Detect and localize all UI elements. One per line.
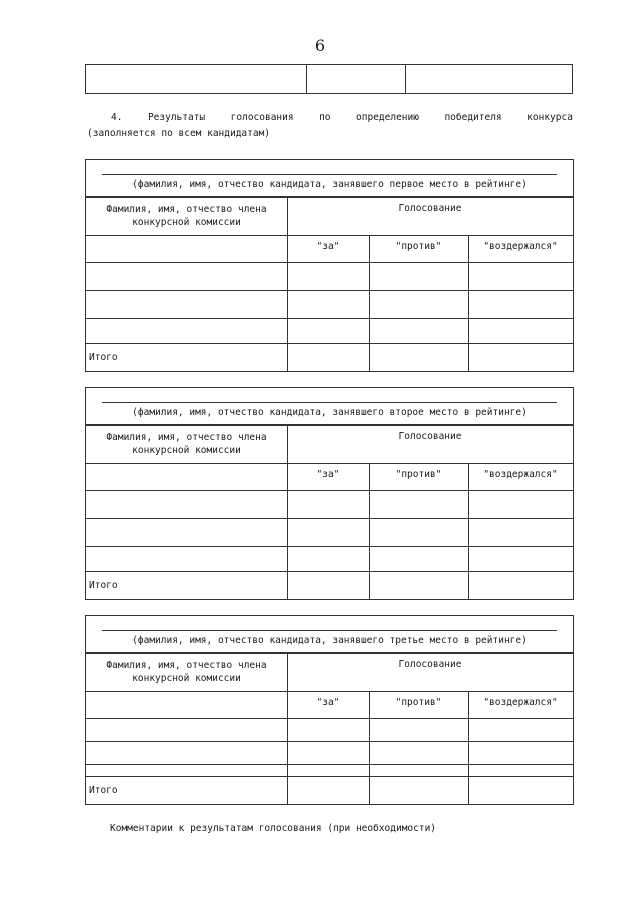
row-line — [86, 518, 573, 519]
column-for: "за" — [316, 469, 340, 480]
row-line — [86, 776, 573, 777]
total-label: Итого — [89, 580, 118, 591]
row-line — [86, 546, 573, 547]
comments-label: Комментарии к результатам голосования (при необходимости) — [110, 823, 437, 834]
row-line — [86, 343, 573, 344]
heading-word: определению — [356, 112, 419, 123]
column-divider — [468, 235, 469, 371]
total-label: Итого — [89, 352, 118, 363]
heading-word: по — [319, 112, 331, 123]
candidate-caption-cell — [86, 616, 573, 653]
voting-table — [85, 159, 574, 372]
heading-word: голосования — [230, 112, 294, 123]
column-divider — [287, 425, 288, 599]
row-line — [86, 764, 573, 765]
voting-header: Голосование — [398, 431, 462, 442]
row-line — [86, 197, 573, 198]
candidate-caption: (фамилия, имя, отчество кандидата, занявшего первое место в рейтинге) — [132, 179, 527, 190]
column-divider — [287, 653, 288, 804]
continued-table — [85, 64, 573, 94]
candidate-caption-cell — [86, 160, 573, 197]
voting-header-split — [287, 463, 573, 464]
row-line — [86, 653, 573, 654]
member-column-header: Фамилия, имя, отчество члена — [106, 204, 267, 215]
column-for: "за" — [316, 697, 340, 708]
row-line — [86, 262, 573, 263]
row-line — [86, 741, 573, 742]
row-line — [86, 318, 573, 319]
member-column-header: конкурсной комиссии — [132, 673, 241, 684]
row-line — [86, 290, 573, 291]
member-column-header: конкурсной комиссии — [132, 445, 241, 456]
section-heading — [87, 110, 573, 142]
voting-table — [85, 615, 574, 805]
table-divider — [306, 65, 307, 93]
voting-header-split — [287, 691, 573, 692]
page-number: 6 — [314, 36, 326, 55]
voting-header: Голосование — [398, 203, 462, 214]
member-column-header: конкурсной комиссии — [132, 217, 241, 228]
row-line — [86, 718, 573, 719]
heading-word: Результаты — [147, 112, 206, 123]
heading-word: победителя — [444, 112, 502, 123]
candidate-name-line — [102, 402, 557, 403]
column-for: "за" — [316, 241, 340, 252]
table-divider — [405, 65, 406, 93]
column-divider — [468, 463, 469, 599]
voting-header: Голосование — [398, 659, 462, 670]
heading-word: конкурса — [527, 112, 573, 123]
section-heading-line1 — [87, 110, 573, 126]
member-column-header: Фамилия, имя, отчество члена — [106, 660, 267, 671]
row-line — [86, 571, 573, 572]
candidate-caption-cell — [86, 388, 573, 425]
candidate-name-line — [102, 174, 557, 175]
column-abstain: "воздержался" — [483, 241, 558, 252]
column-abstain: "воздержался" — [483, 469, 558, 480]
column-against: "против" — [395, 469, 442, 480]
voting-header-split — [287, 235, 573, 236]
candidate-caption: (фамилия, имя, отчество кандидата, занявшего третье место в рейтинге) — [132, 635, 527, 646]
total-label: Итого — [89, 785, 118, 796]
column-divider — [369, 463, 370, 599]
column-against: "против" — [395, 697, 442, 708]
voting-table — [85, 387, 574, 600]
column-abstain: "воздержался" — [483, 697, 558, 708]
column-against: "против" — [395, 241, 442, 252]
member-column-header: Фамилия, имя, отчество члена — [106, 432, 267, 443]
section-number: 4. — [111, 112, 123, 123]
column-divider — [369, 235, 370, 371]
candidate-name-line — [102, 630, 557, 631]
section-heading-line2: (заполняется по всем кандидатам) — [87, 128, 271, 139]
column-divider — [287, 197, 288, 371]
row-line — [86, 490, 573, 491]
row-line — [86, 425, 573, 426]
candidate-caption: (фамилия, имя, отчество кандидата, занявшего второе место в рейтинге) — [132, 407, 527, 418]
